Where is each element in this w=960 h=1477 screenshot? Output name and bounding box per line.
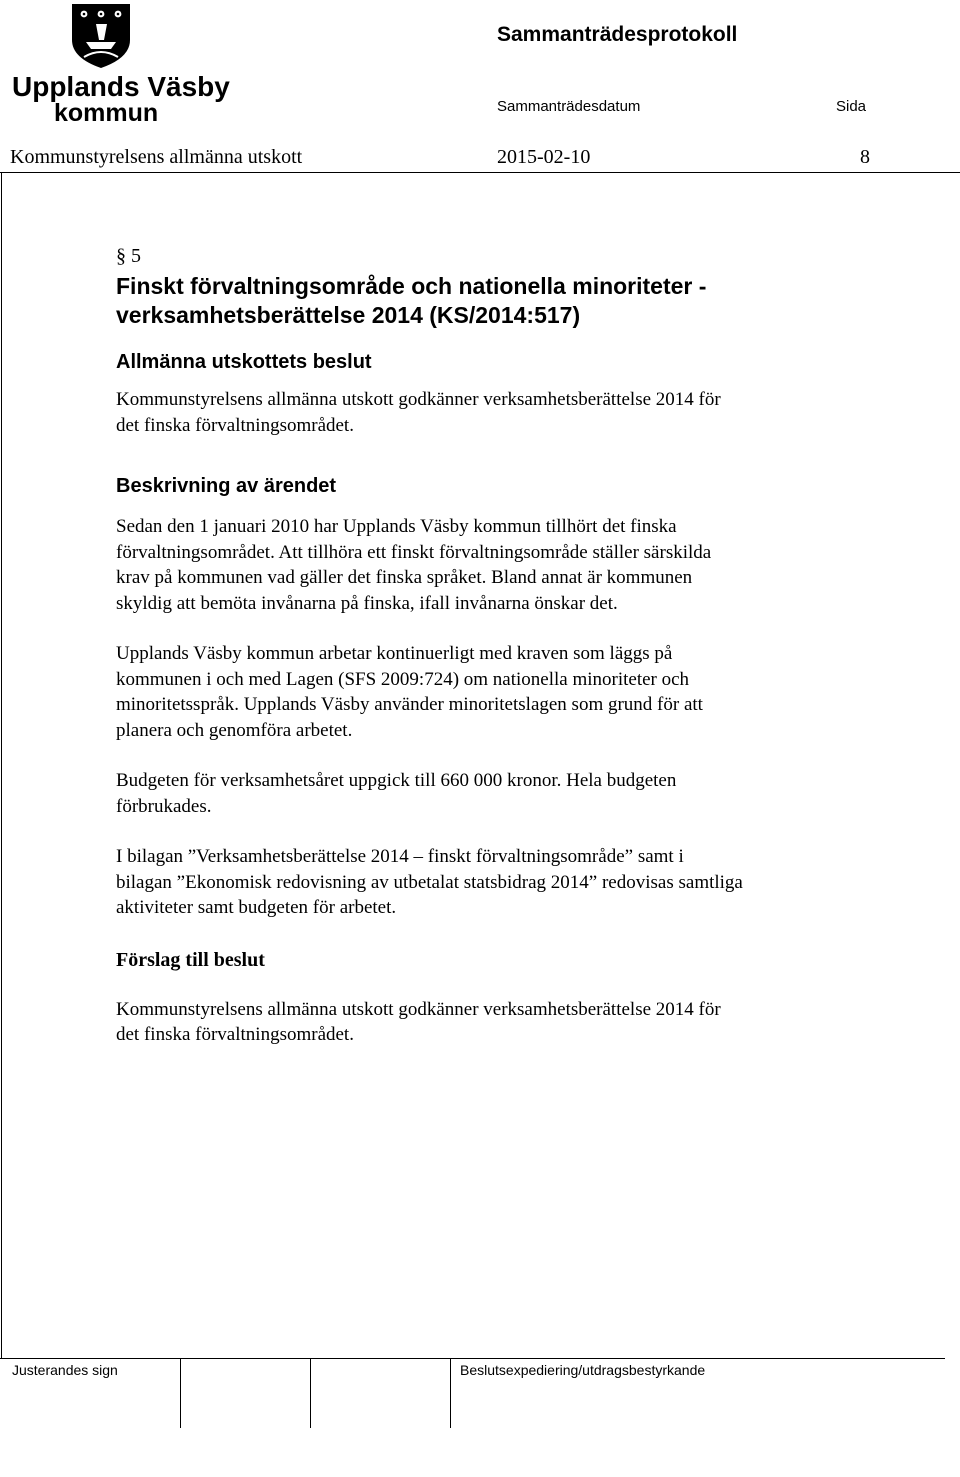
signature-box-divider bbox=[310, 1358, 311, 1428]
description-paragraph-1 bbox=[116, 514, 856, 616]
meeting-date-label: Sammanträdesdatum bbox=[497, 98, 641, 115]
proposal-heading: Förslag till beslut bbox=[116, 948, 265, 971]
description-paragraph-2 bbox=[116, 641, 856, 743]
proposal-line-1: Kommunstyrelsens allmänna utskott godkänner verksamhetsberättelse 2014 för bbox=[116, 998, 721, 1020]
page-label: Sida bbox=[836, 98, 867, 115]
decision-heading: Allmänna utskottets beslut bbox=[116, 351, 372, 373]
text-line: krav på kommunen vad gäller det finska språket. Bland annat är kommunen bbox=[116, 567, 693, 588]
description-paragraph-3 bbox=[116, 768, 856, 819]
protocol-item bbox=[116, 243, 856, 1048]
document-type-title: Sammanträdesprotokoll bbox=[497, 23, 738, 46]
proposal-line-2: det finska förvaltningsområdet. bbox=[116, 1024, 354, 1045]
page-number: 8 bbox=[860, 146, 870, 168]
text-line: Budgeten för verksamhetsåret uppgick till 660 000 kronor. Hela budgeten bbox=[116, 770, 677, 791]
committee-name: Kommunstyrelsens allmänna utskott bbox=[10, 146, 303, 168]
text-line: Sedan den 1 januari 2010 har Upplands Väsby kommun tillhört det finska bbox=[116, 516, 677, 537]
decision-line-2: det finska förvaltningsområdet. bbox=[116, 414, 354, 436]
signature-box-divider bbox=[180, 1358, 181, 1428]
meeting-date: 2015-02-10 bbox=[497, 146, 591, 168]
text-line: förvaltningsområdet. Att tillhöra ett finskt förvaltningsområde ställer särskilda bbox=[116, 541, 712, 563]
item-title bbox=[116, 272, 856, 330]
item-title-line-2: verksamhetsberättelse 2014 (KS/2014:517) bbox=[116, 302, 581, 328]
left-margin-rule bbox=[1, 172, 2, 1358]
text-line: Upplands Väsby kommun arbetar kontinuerligt med kraven som läggs på bbox=[116, 643, 673, 664]
text-line: I bilagan ”Verksamhetsberättelse 2014 – finskt förvaltningsområde” samt i bbox=[116, 846, 684, 867]
svg-text:kommun: kommun bbox=[54, 99, 159, 127]
description-heading: Beskrivning av ärendet bbox=[116, 475, 337, 497]
description-paragraph-4 bbox=[116, 844, 856, 921]
svg-text:Upplands Väsby: Upplands Väsby bbox=[12, 71, 230, 102]
signature-label: Justerandes sign bbox=[12, 1362, 118, 1378]
header-divider bbox=[0, 172, 960, 173]
item-title-line-1: Finskt förvaltningsområde och nationella minoriteter - bbox=[116, 273, 707, 299]
proposal-text bbox=[116, 997, 856, 1048]
municipality-logo bbox=[10, 2, 230, 127]
decision-text bbox=[116, 387, 856, 438]
paragraph-number: § 5 bbox=[116, 245, 141, 267]
text-line: minoritetsspråk. Upplands Väsby använder minoritetslagen som grund för att bbox=[116, 694, 703, 715]
text-line: förbrukades. bbox=[116, 795, 212, 817]
text-line: aktiviteter samt budgeten för arbetet. bbox=[116, 897, 397, 918]
text-line: kommunen i och med Lagen (SFS 2009:724) om nationella minoriteter och bbox=[116, 668, 690, 690]
footer-column-divider bbox=[450, 1358, 451, 1428]
text-line: planera och genomföra arbetet. bbox=[116, 719, 353, 741]
text-line: bilagan ”Ekonomisk redovisning av utbetalat statsbidrag 2014” redovisas samtliga bbox=[116, 871, 743, 893]
dispatch-label: Beslutsexpediering/utdragsbestyrkande bbox=[460, 1362, 706, 1378]
text-line: skyldig att bemöta invånarna på finska, ifall invånarna önskar det. bbox=[116, 592, 618, 614]
footer-divider bbox=[0, 1358, 945, 1359]
decision-line-1: Kommunstyrelsens allmänna utskott godkänner verksamhetsberättelse 2014 för bbox=[116, 389, 721, 410]
municipal-coat-of-arms-icon bbox=[10, 2, 230, 127]
